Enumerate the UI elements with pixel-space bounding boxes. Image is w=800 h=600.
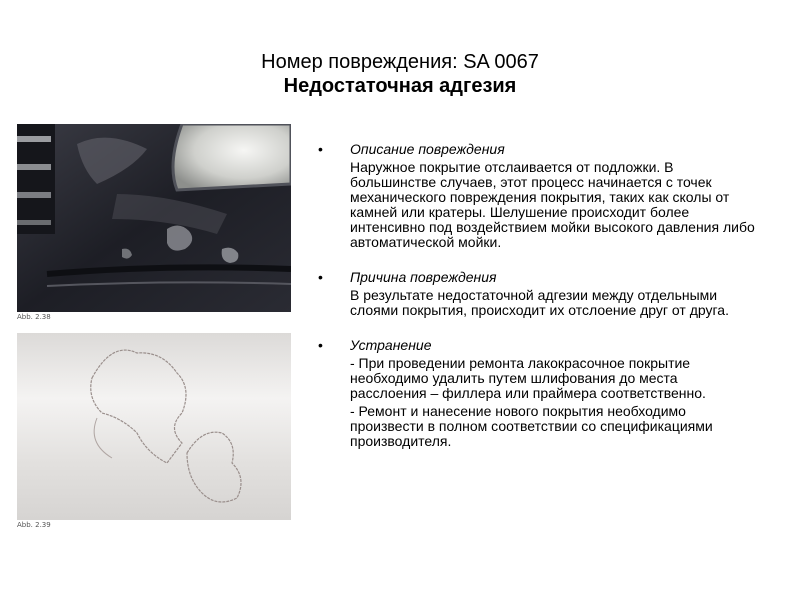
- section-heading: Причина повреждения: [350, 269, 497, 285]
- section-heading: Устранение: [350, 337, 432, 353]
- section-text: - При проведении ремонта лакокрасочное покрытие необходимо удалить путем шлифования до места расслоения – филлера или праймера соответственно.: [350, 355, 706, 401]
- photo-car-front: [17, 124, 291, 312]
- content-list: [316, 142, 756, 469]
- bullet: •: [318, 337, 323, 353]
- section-remedy: [316, 338, 756, 449]
- photo-peeling-surface: [17, 333, 291, 520]
- bullet: •: [318, 141, 323, 157]
- section-text: В результате недостаточной адгезии между отдельными слоями покрытия, происходит их отслоение друг от друга.: [350, 287, 729, 318]
- bullet: •: [318, 269, 323, 285]
- section-cause: [316, 270, 756, 318]
- photo-caption-1: Abb. 2.38: [17, 313, 51, 321]
- slide-title: [0, 50, 800, 98]
- damage-name: Недостаточная адгезия: [283, 75, 517, 97]
- section-heading: Описание повреждения: [350, 141, 505, 157]
- section-text: Наружное покрытие отслаивается от подложки. В большинстве случаев, этот процесс начинается с точек механического повреждения покрытия, таких как сколы от камней или кратеры. Шелушение происходит более интенсивно под воздействием мойки высокого давления либо автоматической мойки.: [350, 159, 755, 250]
- photo-caption-2: Abb. 2.39: [17, 521, 51, 529]
- section-text: - Ремонт и нанесение нового покрытия необходимо произвести в полном соответствии со спецификациями производителя.: [350, 403, 713, 449]
- damage-number: Номер повреждения: SA 0067: [261, 51, 539, 73]
- section-description: [316, 142, 756, 250]
